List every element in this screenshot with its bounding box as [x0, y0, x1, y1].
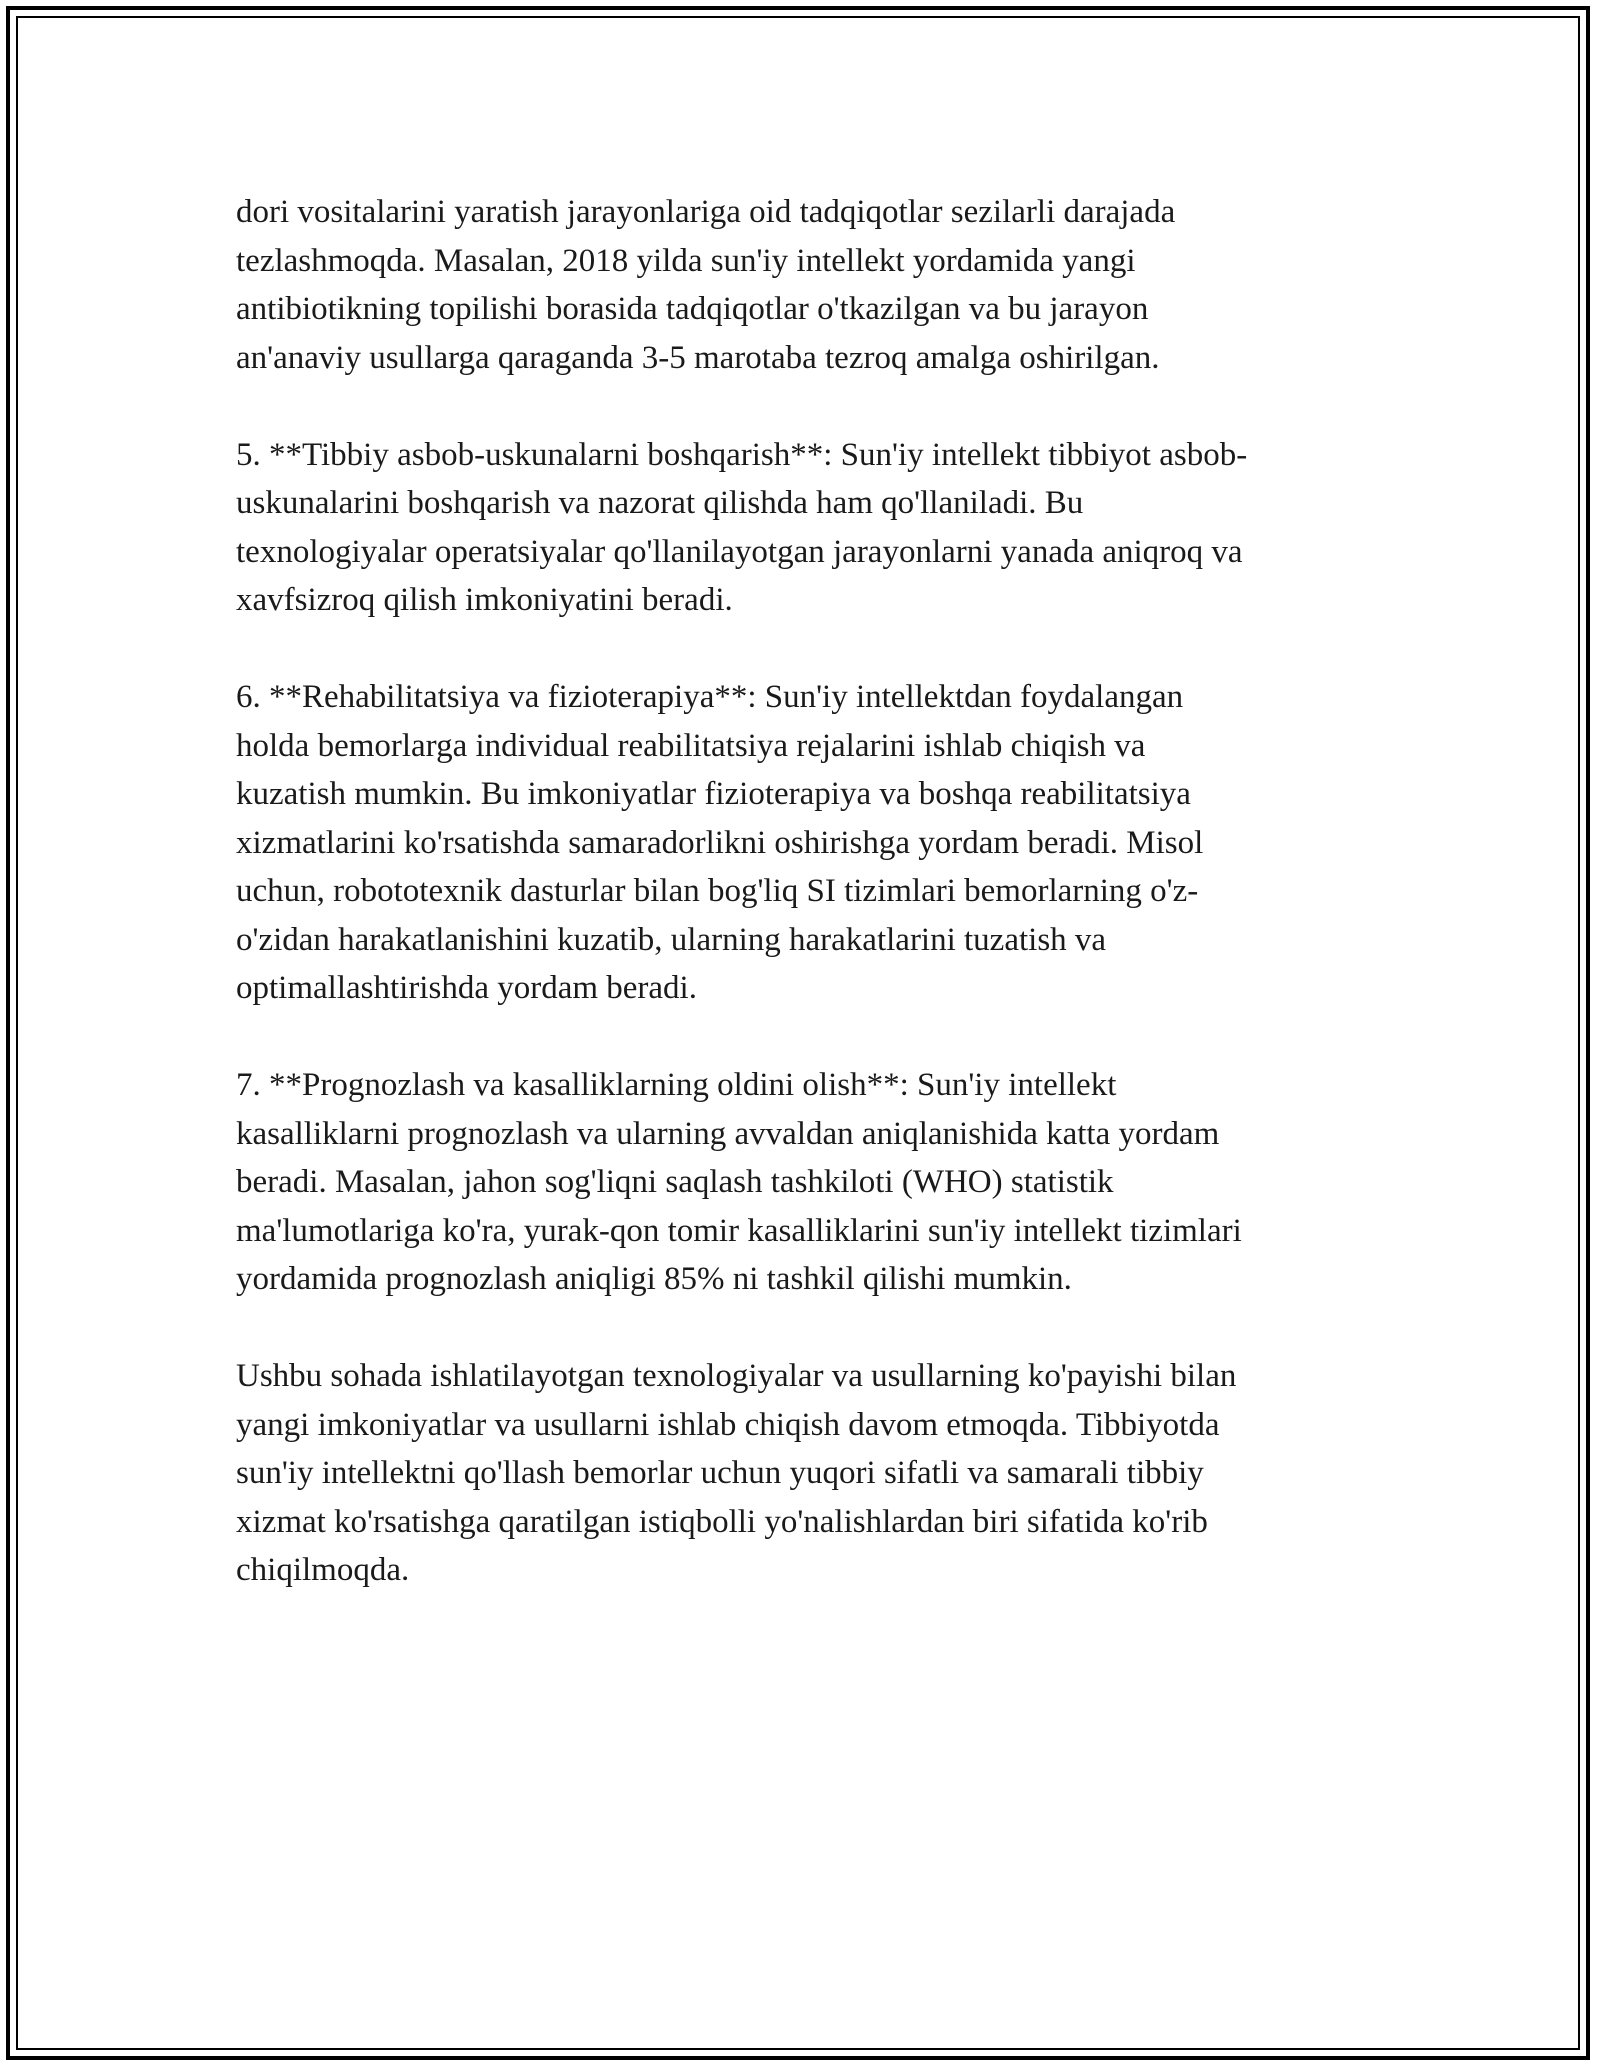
text-line: 7. **Prognozlash va kasalliklarning oldini olish**: Sun'iy intellekt — [236, 1067, 1117, 1103]
text-line: beradi. Masalan, jahon sog'liqni saqlash tashkiloti (WHO) statistik — [236, 1164, 1114, 1200]
text-line: 5. **Tibbiy asbob-uskunalarni boshqarish**: Sun'iy intellekt tibbiyot asbob- — [236, 436, 1248, 473]
text-line: kasalliklarni prognozlash va ularning avvaldan aniqlanishida katta yordam — [236, 1115, 1220, 1152]
document-body — [236, 188, 1376, 1643]
paragraph-drug-discovery — [236, 188, 1376, 382]
text-line: dori vositalarini yaratish jarayonlariga oid tadqiqotlar sezilarli darajada — [236, 194, 1176, 230]
text-line: o'zidan harakatlanishini kuzatib, ularning harakatlarini tuzatish va — [236, 921, 1107, 958]
text-line: yordamida prognozlash aniqligi 85% ni tashkil qilishi mumkin. — [236, 1261, 1072, 1297]
text-line: xizmat ko'rsatishga qaratilgan istiqbolli yo'nalishlardan biri sifatida ko'rib — [236, 1503, 1208, 1540]
text-line: an'anaviy usullarga qaraganda 3-5 marotaba tezroq amalga oshirilgan. — [236, 339, 1160, 376]
paragraph-item-5-medical-equipment — [236, 431, 1376, 625]
text-line: antibiotikning topilishi borasida tadqiqotlar o'tkazilgan va bu jarayon — [236, 291, 1149, 327]
text-line: uchun, robototexnik dasturlar bilan bog'liq SI tizimlari bemorlarning o'z- — [236, 873, 1199, 909]
text-line: kuzatish mumkin. Bu imkoniyatlar fizioterapiya va boshqa reabilitatsiya — [236, 776, 1191, 812]
paragraph-conclusion — [236, 1352, 1376, 1595]
text-line: sun'iy intellektni qo'llash bemorlar uchun yuqori sifatli va samarali tibbiy — [236, 1455, 1204, 1491]
text-line: tezlashmoqda. Masalan, 2018 yilda sun'iy intellekt yordamida yangi — [236, 242, 1136, 279]
paragraph-item-7-prognosis — [236, 1061, 1376, 1304]
text-line: holda bemorlarga individual reabilitatsiya rejalarini ishlab chiqish va — [236, 727, 1146, 764]
text-line: uskunalarini boshqarish va nazorat qilishda ham qo'llaniladi. Bu — [236, 485, 1084, 521]
paragraph-item-6-rehabilitation — [236, 673, 1376, 1013]
text-line: ma'lumotlariga ko'ra, yurak-qon tomir kasalliklarini sun'iy intellekt tizimlari — [236, 1212, 1242, 1249]
text-line: xavfsizroq qilish imkoniyatini beradi. — [236, 582, 733, 618]
text-line: yangi imkoniyatlar va usullarni ishlab chiqish davom etmoqda. Tibbiyotda — [236, 1406, 1220, 1443]
text-line: xizmatlarini ko'rsatishda samaradorlikni oshirishga yordam beradi. Misol — [236, 824, 1204, 861]
text-line: texnologiyalar operatsiyalar qo'llanilayotgan jarayonlarni yanada aniqroq va — [236, 533, 1243, 570]
text-line: 6. **Rehabilitatsiya va fizioterapiya**: Sun'iy intellektdan foydalangan — [236, 679, 1184, 715]
text-line: Ushbu sohada ishlatilayotgan texnologiyalar va usullarning ko'payishi bilan — [236, 1358, 1237, 1394]
text-line: optimallashtirishda yordam beradi. — [236, 970, 697, 1006]
text-line: chiqilmoqda. — [236, 1552, 410, 1588]
